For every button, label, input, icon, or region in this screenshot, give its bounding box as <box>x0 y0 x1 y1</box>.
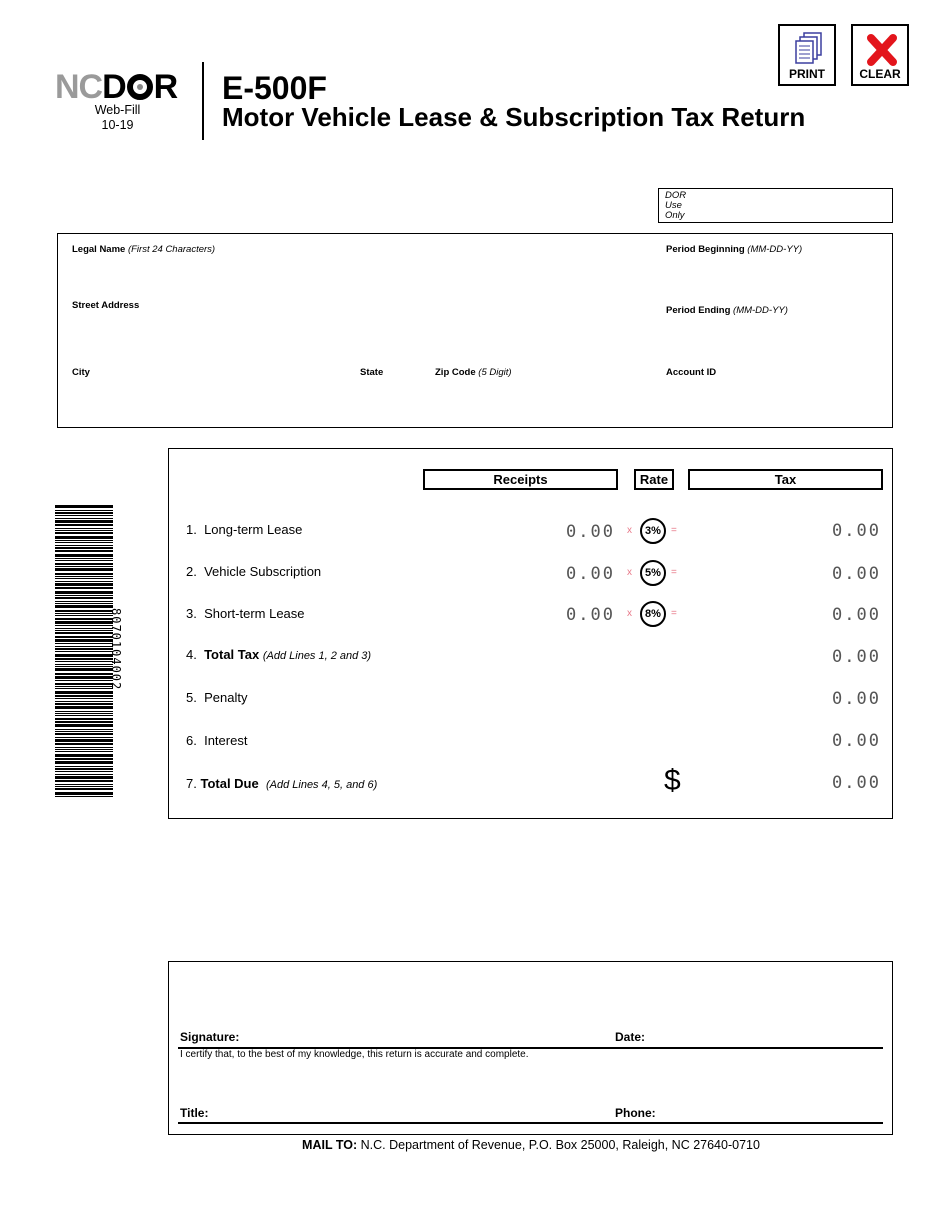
barcode-bar <box>55 532 113 534</box>
barcode-bar <box>55 505 113 508</box>
line-number: 5. <box>186 690 197 705</box>
barcode-bar <box>55 776 113 779</box>
barcode-bar <box>55 625 113 626</box>
barcode-bar <box>55 601 113 602</box>
period-beginning-label: Period Beginning <box>666 244 745 255</box>
red-x-icon <box>867 32 897 68</box>
barcode-bar <box>55 573 113 575</box>
barcode-bar <box>55 784 113 785</box>
dor-use-line1: DOR <box>665 190 687 201</box>
line-2-receipts-input[interactable]: 0.00 <box>566 564 615 584</box>
ncdor-logo <box>55 68 177 106</box>
period-ending-label: Period Ending <box>666 305 731 316</box>
tax-computation-box <box>168 448 893 819</box>
barcode-bar <box>55 595 113 596</box>
line-4-tax-value[interactable]: 0.00 <box>832 647 881 667</box>
account-id-label: Account ID <box>666 367 717 378</box>
barcode-bar <box>55 536 113 539</box>
barcode-bar <box>55 636 113 638</box>
line-number: 2. <box>186 564 197 579</box>
barcode-bar <box>55 680 113 681</box>
barcode-bar <box>55 676 113 679</box>
barcode-bar <box>55 771 113 772</box>
barcode-bar <box>55 731 113 732</box>
barcode-bar <box>55 646 113 647</box>
barcode-bar <box>55 715 113 716</box>
barcode-bar <box>55 578 113 579</box>
street-address-label: Street Address <box>72 300 140 311</box>
web-fill-text: Web-Fill <box>94 103 141 117</box>
barcode-bar <box>55 739 113 742</box>
tax-header: Tax <box>688 469 883 490</box>
line-4-label <box>186 647 371 662</box>
barcode-bar <box>55 651 113 652</box>
line-text: Short-term Lease <box>204 606 305 621</box>
form-number: E-500F <box>222 70 327 106</box>
barcode-bar <box>55 568 113 571</box>
times-sign: x <box>627 525 632 536</box>
legal-name-field[interactable] <box>72 244 215 255</box>
street-address-field[interactable] <box>72 300 139 311</box>
barcode-bar <box>55 747 113 748</box>
barcode-bar <box>55 737 113 738</box>
line-2-label <box>186 564 321 579</box>
times-sign: x <box>627 608 632 619</box>
barcode-bar <box>55 583 113 586</box>
mail-to-label: MAIL TO: <box>302 1138 358 1152</box>
barcode-bar <box>55 786 113 787</box>
barcode-bar <box>55 761 113 764</box>
equals-sign: = <box>671 525 677 536</box>
zip-code-field[interactable] <box>435 367 512 378</box>
title-field[interactable]: Title: <box>180 1106 209 1120</box>
period-ending-field[interactable] <box>666 305 788 316</box>
equals-sign: = <box>671 567 677 578</box>
barcode-bar <box>55 658 113 660</box>
line-3-label <box>186 606 305 621</box>
logo-r-text: R <box>153 68 178 106</box>
barcode-bar <box>55 754 113 757</box>
zip-code-label: Zip Code <box>435 367 476 378</box>
barcode-bar <box>55 643 113 644</box>
barcode-bar <box>55 524 113 526</box>
line-1-tax-value[interactable]: 0.00 <box>832 521 881 541</box>
line-2-rate: 5% <box>640 560 666 586</box>
barcode-bar <box>55 796 113 797</box>
barcode-bar <box>55 780 113 782</box>
line-text: Long-term Lease <box>204 522 303 537</box>
barcode-bar <box>55 673 113 675</box>
barcode-bar <box>55 713 113 714</box>
line-number: 3. <box>186 606 197 621</box>
state-field[interactable] <box>360 367 383 378</box>
state-label: State <box>360 367 384 378</box>
line-1-rate: 3% <box>640 518 666 544</box>
city-field[interactable] <box>72 367 90 378</box>
barcode-bar <box>55 648 113 650</box>
barcode-bar <box>55 630 113 631</box>
barcode-bar <box>55 758 113 760</box>
mail-to-address <box>0 1138 950 1152</box>
date-field[interactable]: Date: <box>615 1030 646 1044</box>
line-3-receipts-input[interactable]: 0.00 <box>566 605 615 625</box>
signature-box <box>168 961 893 1135</box>
zip-code-hint: (5 Digit) <box>478 367 512 378</box>
line-text: Interest <box>204 733 248 748</box>
rate-header: Rate <box>634 469 674 490</box>
barcode-bar <box>55 766 113 767</box>
line-hint: (Add Lines 1, 2 and 3) <box>262 650 372 662</box>
line-number: 1. <box>186 522 197 537</box>
web-fill-label <box>80 103 155 133</box>
print-icon <box>794 32 824 68</box>
equals-sign: = <box>671 608 677 619</box>
legal-name-hint: (First 24 Characters) <box>127 244 216 255</box>
line-number: 6. <box>186 733 197 748</box>
logo-o-icon <box>127 74 153 100</box>
header-divider <box>202 62 204 140</box>
barcode-bar <box>55 542 113 543</box>
barcode-bar <box>55 554 113 557</box>
barcode <box>55 505 113 800</box>
line-5-penalty-input[interactable]: 0.00 <box>832 689 881 709</box>
dor-use-only-label <box>665 191 686 221</box>
period-beginning-field[interactable] <box>666 244 802 255</box>
barcode-bar <box>55 721 113 723</box>
barcode-bar <box>55 621 113 624</box>
line-7-total-due-value[interactable]: 0.00 <box>832 773 881 793</box>
clear-label: CLEAR <box>859 67 901 81</box>
line-3-rate: 8% <box>640 601 666 627</box>
barcode-bar <box>55 613 113 614</box>
form-title: Motor Vehicle Lease & Subscription Tax Return <box>222 102 806 132</box>
barcode-bar <box>55 615 113 616</box>
barcode-number: 8070104002 <box>109 608 123 691</box>
phone-field[interactable]: Phone: <box>615 1106 656 1120</box>
barcode-bar <box>55 749 113 750</box>
barcode-bar <box>55 576 113 577</box>
barcode-bar <box>55 743 113 745</box>
barcode-bar <box>55 515 113 516</box>
barcode-bar <box>55 703 113 705</box>
barcode-bar <box>55 545 113 546</box>
barcode-bar <box>55 628 113 629</box>
barcode-bar <box>55 751 113 752</box>
barcode-bar <box>55 792 113 795</box>
barcode-bar <box>55 560 113 561</box>
barcode-bar <box>55 528 113 529</box>
barcode-bar <box>55 683 113 685</box>
line-1-receipts-input[interactable]: 0.00 <box>566 522 615 542</box>
barcode-bar <box>55 706 113 709</box>
barcode-bar <box>55 724 113 727</box>
barcode-bar <box>55 603 113 604</box>
taxpayer-info-box <box>57 233 893 428</box>
line-1-label <box>186 522 302 537</box>
receipts-header: Receipts <box>423 469 618 490</box>
period-beginning-hint: (MM-DD-YY) <box>747 244 803 255</box>
dor-use-line2: Use <box>665 200 682 211</box>
line-text: Total Due <box>200 776 259 791</box>
barcode-bar <box>55 530 113 531</box>
barcode-bar <box>55 664 113 665</box>
legal-name-label: Legal Name <box>72 244 126 255</box>
barcode-bar <box>55 733 113 735</box>
barcode-bar <box>55 512 113 514</box>
line-hint: (Add Lines 4, 5, and 6) <box>265 779 378 791</box>
account-id-field[interactable] <box>666 367 716 378</box>
barcode-bar <box>55 597 113 599</box>
line-text: Total Tax <box>204 647 260 662</box>
barcode-bar <box>55 691 113 694</box>
times-sign: x <box>627 567 632 578</box>
barcode-bar <box>55 718 113 720</box>
barcode-bar <box>55 695 113 697</box>
barcode-bar <box>55 550 113 552</box>
logo-d-text: D <box>102 68 126 106</box>
certification-text: I certify that, to the best of my knowledge, this return is accurate and complete. <box>180 1049 529 1060</box>
barcode-bar <box>55 639 113 642</box>
form-version: 10-19 <box>101 118 134 132</box>
barcode-bar <box>55 668 113 671</box>
line-3-tax-value[interactable]: 0.00 <box>832 605 881 625</box>
line-text: Penalty <box>204 690 248 705</box>
line-6-label <box>186 733 247 748</box>
line-6-interest-input[interactable]: 0.00 <box>832 731 881 751</box>
barcode-bar <box>55 688 113 689</box>
barcode-bar <box>55 587 113 589</box>
barcode-bar <box>55 566 113 567</box>
title-phone-line <box>178 1122 883 1124</box>
barcode-bar <box>55 618 113 620</box>
barcode-bar <box>55 581 113 582</box>
period-ending-hint: (MM-DD-YY) <box>733 305 788 316</box>
line-number: 4. <box>186 647 197 662</box>
barcode-bar <box>55 698 113 699</box>
barcode-bar <box>55 768 113 770</box>
print-label: PRINT <box>789 67 825 81</box>
dor-use-line3: Only <box>665 210 685 221</box>
line-7-label <box>186 776 377 791</box>
barcode-bar <box>55 540 113 541</box>
line-2-tax-value[interactable]: 0.00 <box>832 564 881 584</box>
barcode-bar <box>55 510 113 511</box>
line-number: 7. <box>186 776 197 791</box>
barcode-bar <box>55 666 113 667</box>
barcode-bar <box>55 729 113 730</box>
barcode-bar <box>55 591 113 594</box>
barcode-bar <box>55 563 113 565</box>
mail-address-text: N.C. Department of Revenue, P.O. Box 25000, Raleigh, NC 27640-0710 <box>360 1138 760 1152</box>
line-text: Vehicle Subscription <box>204 564 322 579</box>
dor-use-only-box <box>658 188 893 223</box>
barcode-bar <box>55 518 113 519</box>
barcode-bar <box>55 632 113 634</box>
dollar-sign: $ <box>664 764 681 797</box>
barcode-bar <box>55 654 113 657</box>
barcode-bar <box>55 520 113 523</box>
barcode-bar <box>55 774 113 775</box>
barcode-bar <box>55 661 113 662</box>
barcode-bar <box>55 605 113 608</box>
barcode-bar <box>55 686 113 687</box>
logo-nc-text: NC <box>55 68 103 106</box>
line-5-label <box>186 690 247 705</box>
clear-button[interactable] <box>851 24 909 86</box>
barcode-bar <box>55 788 113 790</box>
barcode-bar <box>55 701 113 702</box>
barcode-bar <box>55 711 113 712</box>
city-label: City <box>72 367 90 378</box>
signature-field[interactable]: Signature: <box>180 1030 240 1044</box>
print-button[interactable] <box>778 24 836 86</box>
barcode-bar <box>55 610 113 612</box>
barcode-bar <box>55 547 113 549</box>
barcode-bar <box>55 558 113 559</box>
